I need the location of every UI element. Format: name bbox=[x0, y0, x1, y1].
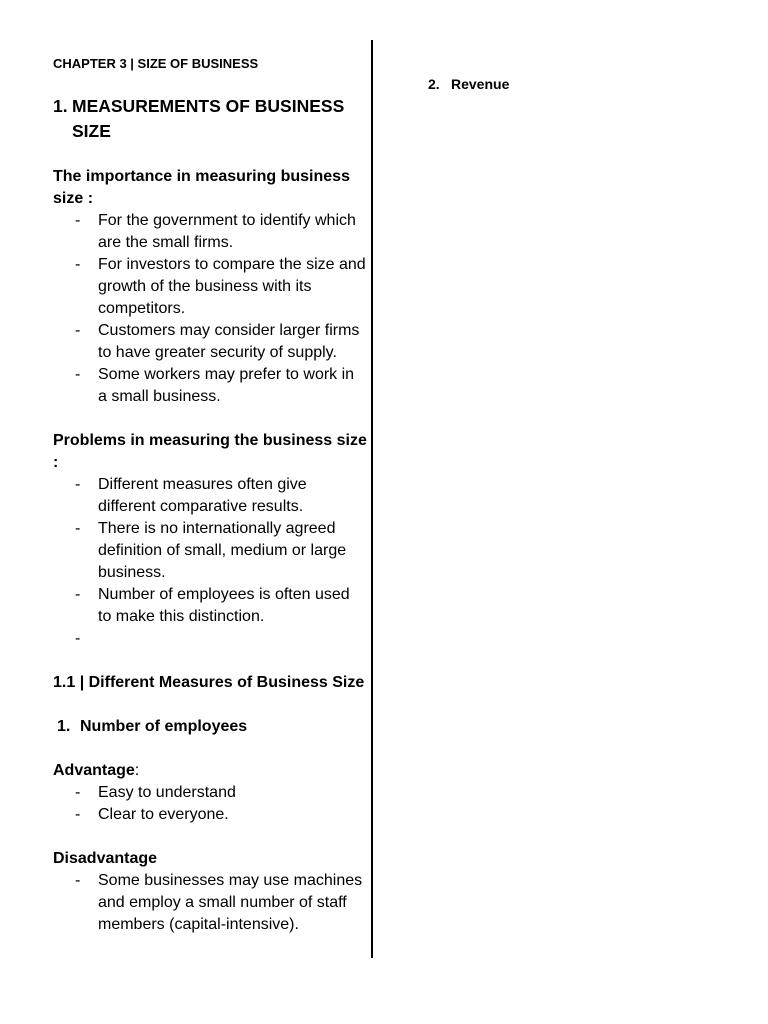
advantage-colon: : bbox=[134, 762, 140, 779]
dash-bullet: - bbox=[75, 366, 81, 383]
chapter-heading: CHAPTER 3 | SIZE OF BUSINESS bbox=[53, 56, 259, 71]
list-item-text bbox=[98, 628, 367, 650]
importance-list bbox=[53, 210, 367, 408]
dash-bullet: - bbox=[75, 520, 81, 537]
list-item-text: Some workers may prefer to work in a small business. bbox=[98, 366, 355, 405]
disadvantage-list bbox=[53, 870, 367, 936]
dash-bullet: - bbox=[75, 630, 81, 647]
advantage-heading bbox=[53, 760, 367, 782]
main-heading-number: 1. bbox=[53, 96, 68, 116]
list-item bbox=[53, 320, 367, 364]
revenue-heading bbox=[428, 75, 728, 93]
measure-1-text: Number of employees bbox=[80, 718, 248, 735]
list-item-text: Some businesses may use machines and employ a small number of staff members (capital-intensive). bbox=[98, 872, 363, 933]
list-item-text: Number of employees is often used to make this distinction. bbox=[98, 586, 350, 625]
dash-bullet: - bbox=[75, 586, 81, 603]
list-item-text: Customers may consider larger firms to have greater security of supply. bbox=[98, 322, 360, 361]
list-item bbox=[53, 210, 367, 254]
problems-list bbox=[53, 474, 367, 650]
list-item-text: Easy to understand bbox=[98, 784, 236, 801]
list-item bbox=[53, 474, 367, 518]
advantage-list bbox=[53, 782, 367, 826]
dash-bullet: - bbox=[75, 784, 81, 801]
problems-title: Problems in measuring the business size : bbox=[53, 432, 367, 471]
dash-bullet: - bbox=[75, 806, 81, 823]
measures-heading: 1.1 | Different Measures of Business Size bbox=[53, 674, 365, 691]
list-item-text: Clear to everyone. bbox=[98, 806, 229, 823]
list-item-text: Different measures often give different comparative results. bbox=[98, 476, 307, 515]
main-heading bbox=[53, 94, 367, 144]
revenue-number: 2. bbox=[428, 76, 440, 92]
list-item-text: There is no internationally agreed definition of small, medium or large business. bbox=[98, 520, 347, 581]
dash-bullet: - bbox=[75, 256, 81, 273]
list-item-text: For the government to identify which are the small firms. bbox=[98, 212, 356, 251]
list-item bbox=[53, 364, 367, 408]
importance-title: The importance in measuring business size : bbox=[53, 168, 350, 207]
list-item bbox=[53, 518, 367, 584]
measure-1-heading bbox=[53, 716, 367, 738]
main-heading-text: MEASUREMENTS OF BUSINESS SIZE bbox=[72, 96, 345, 141]
dash-bullet: - bbox=[75, 212, 81, 229]
list-item-text: For investors to compare the size and growth of the business with its competitors. bbox=[98, 256, 366, 317]
advantage-label: Advantage bbox=[53, 762, 135, 779]
list-item bbox=[53, 254, 367, 320]
right-column bbox=[428, 75, 728, 93]
revenue-text: Revenue bbox=[451, 76, 510, 92]
list-item bbox=[53, 870, 367, 936]
column-divider bbox=[371, 40, 373, 958]
left-column bbox=[53, 54, 367, 936]
list-item bbox=[53, 782, 367, 804]
measure-1-number: 1. bbox=[57, 718, 71, 735]
list-item bbox=[53, 804, 367, 826]
dash-bullet: - bbox=[75, 322, 81, 339]
dash-bullet: - bbox=[75, 476, 81, 493]
disadvantage-label: Disadvantage bbox=[53, 850, 158, 867]
list-item bbox=[53, 584, 367, 628]
list-item bbox=[53, 628, 367, 650]
dash-bullet: - bbox=[75, 872, 81, 889]
